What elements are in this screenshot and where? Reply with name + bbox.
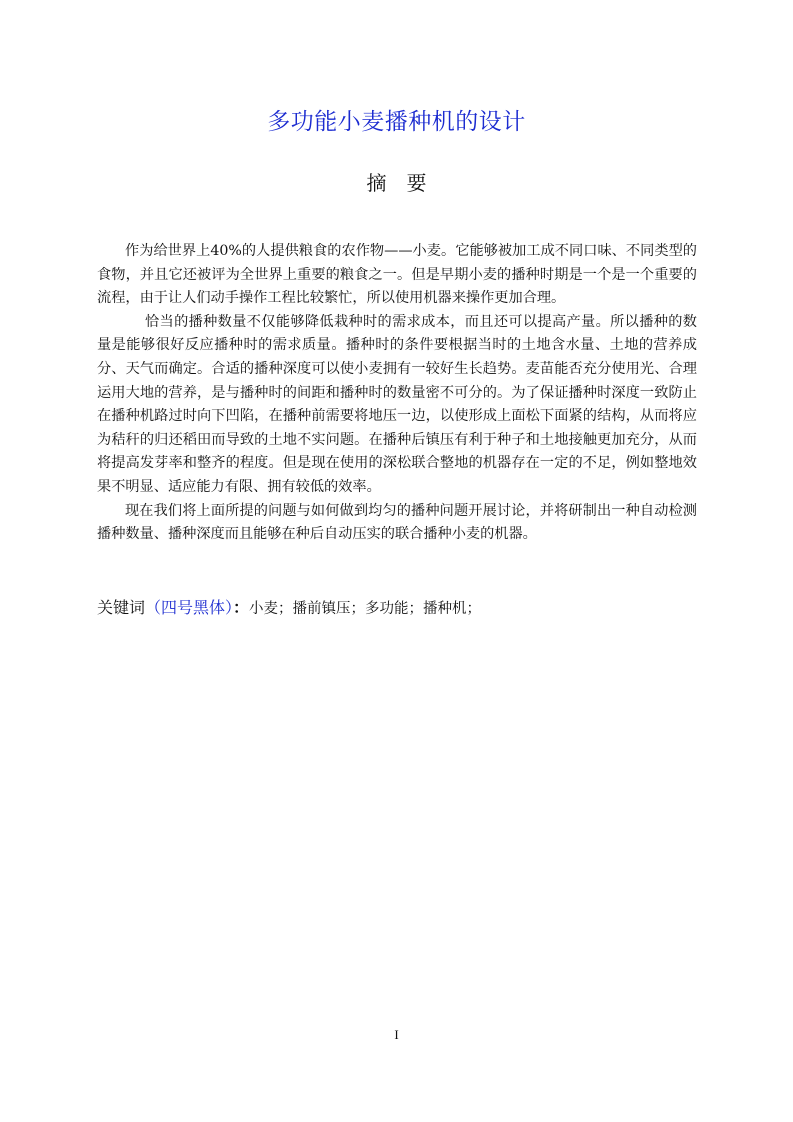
page-number: I (394, 1027, 399, 1042)
abstract-heading (0, 168, 793, 198)
keywords-format-note: （四号黑体） (145, 598, 234, 617)
keywords-label: 关键词 (97, 598, 146, 617)
document-title: 多功能小麦播种机的设计 (267, 109, 526, 135)
keywords-values: 小麦；播前镇压；多功能；播种机； (249, 601, 482, 617)
keywords-colon: ： (233, 598, 250, 617)
abstract-heading-char-1: 摘 (366, 171, 387, 195)
abstract-paragraph-3: 现在我们将上面所提的问题与如何做到均匀的播种问题开展讨论，并将研制出一种自动检测播种数量、播种深度而且能够在种后自动压实的联合播种小麦的机器。 (97, 502, 697, 543)
abstract-heading-char-2: 要 (406, 171, 427, 195)
abstract-paragraph-2: 恰当的播种数量不仅能够降低栽种时的需求成本，而且还可以提高产量。所以播种的数量是能够很好反应播种时的需求质量。播种时的条件要根据当时的土地含水量、土地的营养成分、天气而确定。合适的播种深度可以使小麦拥有一较好生长趋势。麦苗能否充分使用光、合理运用大地的营养，是与播种时的间距和播种时的数量密不可分的。为了保证播种时深度一致防止在播种机路过时向下凹陷，在播种前需要将地压一边，以使形成上面松下面紧的结构，从而将应为秸秆的归还稻田而导致的土地不实问题。在播种后镇压有利于种子和土地接触更加充分，从而将提高发芽率和整齐的程度。但是现在使用的深松联合整地的机器存在一定的不足，例如整地效果不明显、适应能力有限、拥有较低的效率。 (97, 313, 697, 495)
abstract-paragraph-1: 作为给世界上40%的人提供粮食的农作物——小麦。它能够被加工成不同口味、不同类型的食物，并且它还被评为全世界上重要的粮食之一。但是早期小麦的播种时期是一个是一个重要的流程，由于让人们动手操作工程比较繁忙，所以使用机器来操作更加合理。 (97, 243, 697, 307)
keywords-line (97, 596, 697, 621)
abstract-body (97, 240, 697, 547)
